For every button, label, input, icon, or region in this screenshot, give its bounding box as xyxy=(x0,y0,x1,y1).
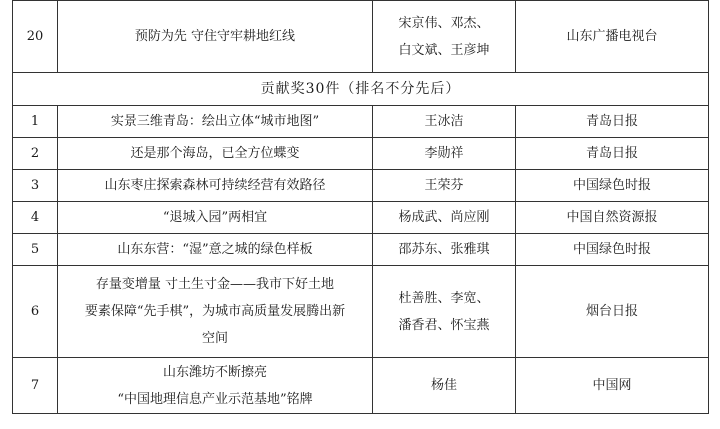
title-line: 空间 xyxy=(201,331,228,346)
author-line: 王荣芬 xyxy=(424,178,464,193)
table-row xyxy=(13,106,709,138)
author-line: 宋京伟、邓杰、 xyxy=(398,15,490,31)
authors xyxy=(373,1,516,73)
table-row xyxy=(13,202,709,234)
table-row xyxy=(13,266,709,358)
work-title xyxy=(58,170,373,202)
author-line: 邵苏东、张雅琪 xyxy=(398,242,490,257)
authors xyxy=(373,170,516,202)
title-line: “中国地理信息产业示范基地”铭牌 xyxy=(117,391,313,407)
media-outlet: 中国绿色时报 xyxy=(516,170,709,202)
row-number: 1 xyxy=(13,106,58,138)
work-title xyxy=(58,106,373,138)
title-line: “退城入园”两相宜 xyxy=(162,210,268,225)
media-outlet: 中国自然资源报 xyxy=(516,202,709,234)
work-title xyxy=(58,358,373,414)
row-number: 2 xyxy=(13,138,58,170)
title-line: 山东东营：“湿”意之城的绿色样板 xyxy=(117,242,313,257)
media-outlet: 山东广播电视台 xyxy=(516,1,709,73)
author-line: 杨佳 xyxy=(430,378,457,393)
table-row xyxy=(13,170,709,202)
section-header: 贡献奖30件（排名不分先后） xyxy=(13,73,709,106)
author-line: 潘香君、怀宝燕 xyxy=(398,317,490,333)
authors xyxy=(373,358,516,414)
work-title xyxy=(58,202,373,234)
row-number: 6 xyxy=(13,266,58,358)
media-outlet: 青岛日报 xyxy=(516,106,709,138)
work-title xyxy=(58,138,373,170)
row-number: 3 xyxy=(13,170,58,202)
table-row xyxy=(13,234,709,266)
work-title xyxy=(58,266,373,358)
author-line: 杜善胜、李宽、 xyxy=(398,290,490,306)
authors xyxy=(373,138,516,170)
table-row xyxy=(13,1,709,73)
row-number: 20 xyxy=(13,1,58,73)
awards-table xyxy=(12,0,709,414)
title-line: 存量变增量 寸土生寸金——我市下好土地 xyxy=(95,277,335,292)
title-line: 实景三维青岛：绘出立体“城市地图” xyxy=(110,114,320,129)
authors xyxy=(373,266,516,358)
authors xyxy=(373,202,516,234)
row-number: 7 xyxy=(13,358,58,414)
title-line: 山东潍坊不断擦亮 xyxy=(162,364,267,380)
table-row xyxy=(13,358,709,414)
title-line: 山东枣庄探索森林可持续经营有效路径 xyxy=(104,178,326,193)
author-line: 王冰洁 xyxy=(424,114,464,129)
media-outlet: 中国网 xyxy=(516,358,709,414)
author-line: 杨成武、尚应刚 xyxy=(398,210,490,225)
authors xyxy=(373,106,516,138)
media-outlet: 烟台日报 xyxy=(516,266,709,358)
section-row xyxy=(13,73,709,106)
title-line: 要素保障“先手棋”，为城市高质量发展腾出新 xyxy=(84,304,346,319)
work-title xyxy=(58,234,373,266)
row-number: 4 xyxy=(13,202,58,234)
table-row xyxy=(13,138,709,170)
authors xyxy=(373,234,516,266)
row-number: 5 xyxy=(13,234,58,266)
title-line: 预防为先 守住守牢耕地红线 xyxy=(134,29,296,44)
work-title xyxy=(58,1,373,73)
media-outlet: 青岛日报 xyxy=(516,138,709,170)
media-outlet: 中国绿色时报 xyxy=(516,234,709,266)
author-line: 李勋祥 xyxy=(424,146,464,161)
author-line: 白文斌、王彦坤 xyxy=(398,42,490,58)
title-line: 还是那个海岛，已全方位蝶变 xyxy=(130,146,300,161)
